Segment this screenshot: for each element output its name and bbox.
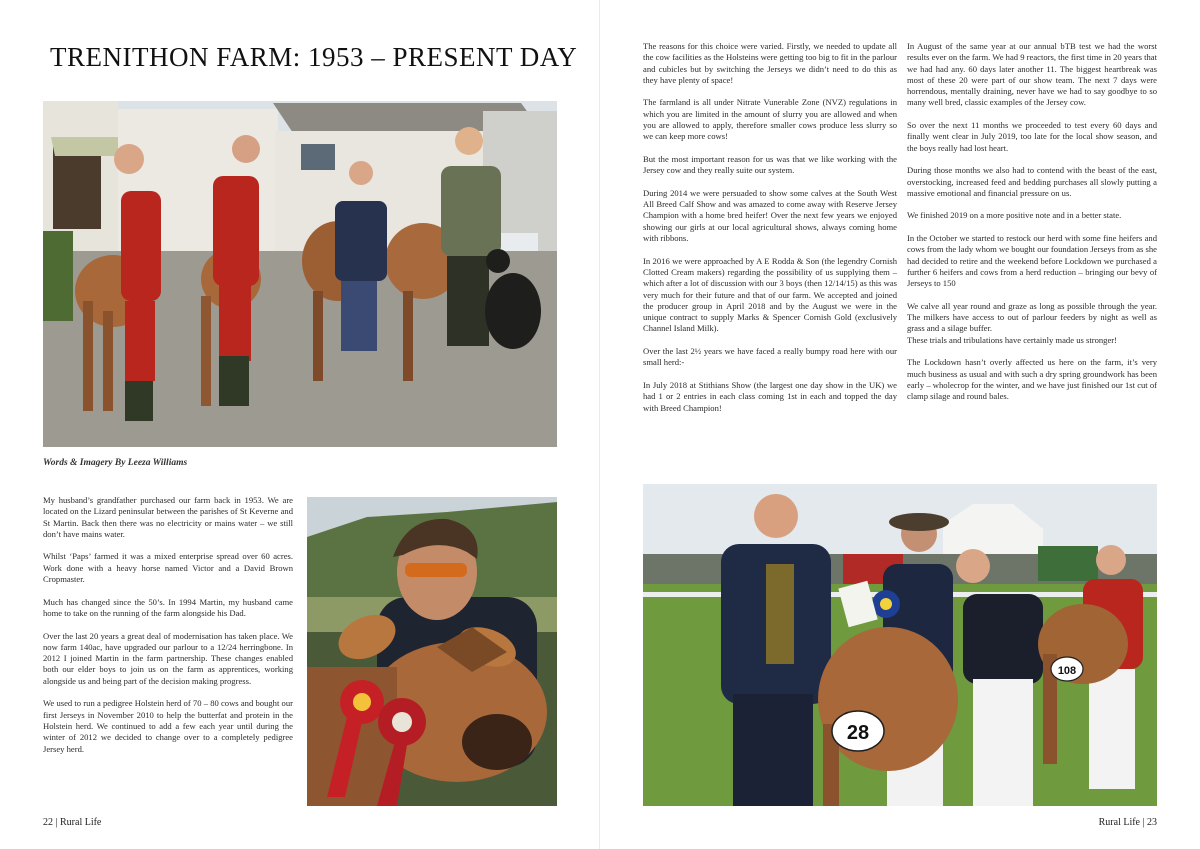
paragraph: Over the last 2½ years we have faced a really bumpy road here with our small herd:- — [643, 346, 897, 368]
cow-number-108: 108 — [1057, 665, 1077, 677]
paragraph: My husband’s grandfather purchased our farm back in 1953. We are located on the Lizard peninsular between the parishes of St Keverne and St Martin. Back then there was no electricity or mains water – we still don’t have mains water. — [43, 495, 293, 539]
paragraph: The Lockdown hasn’t overly affected us here on the farm, it’s very much business as usual and with such a dry spring groundwork has been early – wholecrop for the winter, and we have just finished our 1st cut of clamp silage and round bales. — [907, 357, 1157, 402]
paragraph: In the October we started to restock our herd with some fine heifers and cows from the lady whom we bought our foundation Jerseys from as she had decided to retire and the weekend before Lockdown we purchased a further 6 heifers and cows from a herd reduction – bringing our bevy of Jerseys to 150 — [907, 233, 1157, 289]
paragraph: In 2016 we were approached by A E Rodda & Son (the legendry Cornish Clotted Cream makers) regarding the possibility of us supplying them – which after a lot of discussion with our 3 boys (then 12/14/15) as this was very much for their future and that of our farm. We accepted and joined the producer group in April 2018 and by the August we were in the unique contract to supply Marks & Spencer Cornish Gold (exclusively Channel Island Milk). — [643, 255, 897, 334]
paragraph: But the most important reason for us was that we like working with the Jersey cow and they really suite our system. — [643, 153, 897, 176]
page-number-right: Rural Life | 23 — [1098, 817, 1157, 828]
paragraph: Whilst ‘Paps’ farmed it was a mixed enterprise spread over 60 acres. Work done with a heavy horse named Victor and a David Brown Cropmaster. — [43, 551, 293, 585]
paragraph: Much has changed since the 50’s. In 1994 Martin, my husband came home to take on the running of the farm alongside his Dad. — [43, 596, 293, 618]
photo-credit: Words & Imagery By Leeza Williams — [43, 458, 188, 468]
boy-with-rosette-cow-photo — [307, 497, 557, 806]
page-number-left: 22 | Rural Life — [43, 817, 102, 828]
paragraph: In August of the same year at our annual bTB test we had the worst results ever on the farm. We had 9 reactors, the first time in 20 years that we had had any. 60 days later another 11. The biggest heartbreak was most of these 20 were part of our show team. The next 7 days were horrendous, mentally draining, never have we had to say goodbye to so many well bred, classic examples of the Jersey cow. — [907, 41, 1157, 108]
paragraph: We used to run a pedigree Holstein herd of 70 – 80 cows and bought our first Jerseys in November 2010 to help the butterfat and protein in the Holstein herd. We continued to add a few each year until during the winter of 2012 we decided to change over to a completely pedigree Jersey herd. — [43, 698, 293, 754]
family-with-calves-photo — [43, 101, 557, 447]
left-body-column — [43, 495, 293, 766]
paragraph: In July 2018 at Stithians Show (the largest one day show in the UK) we had 1 or 2 entries in each class coming 1st in each and topped the day with Breed Champion! — [643, 379, 897, 413]
show-ring-champion-photo — [643, 484, 1157, 806]
paragraph: Over the last 20 years a great deal of modernisation has taken place. We now farm 140ac, have upgraded our parlour to a 12/24 herringbone. In 2012 I joined Martin in the farm partnership. These changes enabled both our elder boys to join us on the farm as apprentices, working alongside us and being part of the decision making progress. — [43, 630, 293, 686]
right-body-column-1 — [643, 41, 897, 425]
paragraph: The farmland is all under Nitrate Vunerable Zone (NVZ) regulations in which you are limited in the amount of slurry you are allowed and when you are allowed to apply, therefore smaller cows produce less slurry so we can keep more cows! — [643, 97, 897, 142]
paragraph: We finished 2019 on a more positive note and in a better state. — [907, 210, 1122, 221]
paragraph: During 2014 we were persuaded to show some calves at the South West All Breed Calf Show and was amazed to come away with Reserve Jersey Champion with a home bred heifer! Over the next few years we enjoyed showing our girls at our local agricultural shows, always coming home with ribbons. — [643, 187, 897, 244]
paragraph: During those months we also had to contend with the beast of the east, overstocking, increased feed and bedding purchases all slowly putting a massive emotional and financial pressure on us. — [907, 165, 1157, 198]
cow-number-28: 28 — [846, 722, 870, 744]
paragraph: The reasons for this choice were varied. Firstly, we needed to update all the cow facilities as the Holsteins were getting too big to fit in the parlour and cubicles but by switching the Jerseys we didn’t need to do this as they have plenty of space! — [643, 41, 897, 85]
article-title: TRENITHON FARM: 1953 – PRESENT DAY — [50, 42, 578, 72]
paragraph: So over the next 11 months we proceeded to test every 60 days and finally went clear in July 2019, too late for the local show season, and the boys really had lost heart. — [907, 120, 1157, 153]
right-page — [600, 0, 1200, 849]
right-body-column-2 — [907, 41, 1157, 414]
paragraph: We calve all year round and graze as long as possible through the year. The milkers have access to out of parlour feeders by night as well as grass and a silage buffer. These trials and tribulations have certainly made us stronger! — [907, 300, 1157, 345]
